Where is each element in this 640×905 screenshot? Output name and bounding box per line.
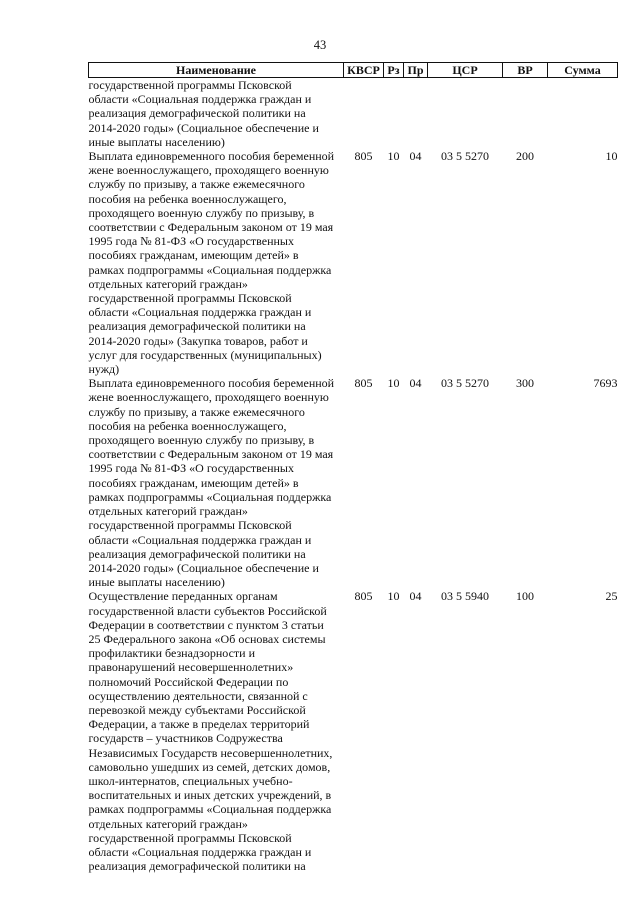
row-vr: 200 <box>516 149 534 164</box>
row-kvsr: 805 <box>354 376 373 391</box>
header-vr: ВР <box>503 63 548 78</box>
header-name: Наименование <box>89 63 344 78</box>
header-kvsr: КВСР <box>344 63 384 78</box>
table-row <box>89 149 618 376</box>
row-vr: 300 <box>516 376 534 391</box>
table-header-row <box>89 63 618 78</box>
table-row <box>89 376 618 589</box>
row-name: Выплата единовременного пособия беременной жене военнослужащего, проходящего военную службу по призыву, а также ежемесячного пособия на ребенка военнослужащего, проходящего военную службу по призыву, в соответствии с Федеральным законом от 19 мая 1995 года № 81-ФЗ «О государственных пособиях гражданам, имеющим детей» в рамках подпрограммы «Социальная поддержка отдельных категорий граждан» государственной программы Псковской области «Социальная поддержка граждан и реализация демографической политики на 2014-2020 годы» (Социальное обеспечение и иные выплаты населению) <box>88 376 335 590</box>
row-kvsr: 805 <box>354 589 373 604</box>
header-sum: Сумма <box>548 63 618 78</box>
row-pr: 04 <box>409 589 422 604</box>
row-pr: 04 <box>409 149 422 164</box>
row-rz: 10 <box>387 376 400 391</box>
row-sum: 25 <box>605 589 618 604</box>
table-row <box>89 589 618 873</box>
budget-table <box>88 62 618 873</box>
row-rz: 10 <box>387 589 400 604</box>
row-name: государственной программы Псковской области «Социальная поддержка граждан и реализация демографической политики на 2014-2020 годы» (Социальное обеспечение и иные выплаты населению) <box>88 78 319 149</box>
row-csr: 03 5 5270 <box>441 376 489 391</box>
table-row <box>89 78 618 150</box>
header-csr: ЦСР <box>428 63 503 78</box>
row-csr: 03 5 5940 <box>441 589 489 604</box>
row-sum <box>548 78 618 150</box>
row-sum: 10 <box>605 149 618 164</box>
row-name: Выплата единовременного пособия беременной жене военнослужащего, проходящего военную службу по призыву, а также ежемесячного пособия на ребенка военнослужащего, проходящего военную службу по призыву, в соответствии с Федеральным законом от 19 мая 1995 года № 81-ФЗ «О государственных пособиях гражданам, имеющим детей» в рамках подпрограммы «Социальная поддержка отдельных категорий граждан» государственной программы Псковской области «Социальная поддержка граждан и реализация демографической политики на 2014-2020 годы» (Закупка товаров, работ и услуг для государственных (муниципальных) нужд) <box>88 149 335 377</box>
row-pr <box>404 78 428 150</box>
header-pr: Пр <box>404 63 428 78</box>
row-sum: 7693 <box>593 376 618 391</box>
row-csr: 03 5 5270 <box>441 149 489 164</box>
row-pr: 04 <box>409 376 422 391</box>
row-kvsr <box>344 78 384 150</box>
page-number: 43 <box>313 38 327 52</box>
row-vr <box>503 78 548 150</box>
header-rz: Рз <box>384 63 404 78</box>
row-rz <box>384 78 404 150</box>
row-rz: 10 <box>387 149 400 164</box>
row-csr <box>428 78 503 150</box>
row-name: Осуществление переданных органам государственной власти субъектов Российской Федерации в соответствии с пунктом 3 статьи 25 Федерального закона «Об основах системы профилактики безнадзорности и правонарушений несовершеннолетних» полномочий Российской Федерации по осуществлению деятельности, связанной с перевозкой между субъектами Российской Федерации, а также в пределах территорий государств – участников Содружества Независимых Государств несовершеннолетних, самовольно ушедших из семей, детских домов, школ-интернатов, специальных учебно- воспитательных и иных детских учреждений, в рамках подпрограммы «Социальная поддержка отдельных категорий граждан» государственной программы Псковской области «Социальная поддержка граждан и реализация демографической политики на <box>88 589 333 874</box>
row-vr: 100 <box>516 589 534 604</box>
row-kvsr: 805 <box>354 149 373 164</box>
